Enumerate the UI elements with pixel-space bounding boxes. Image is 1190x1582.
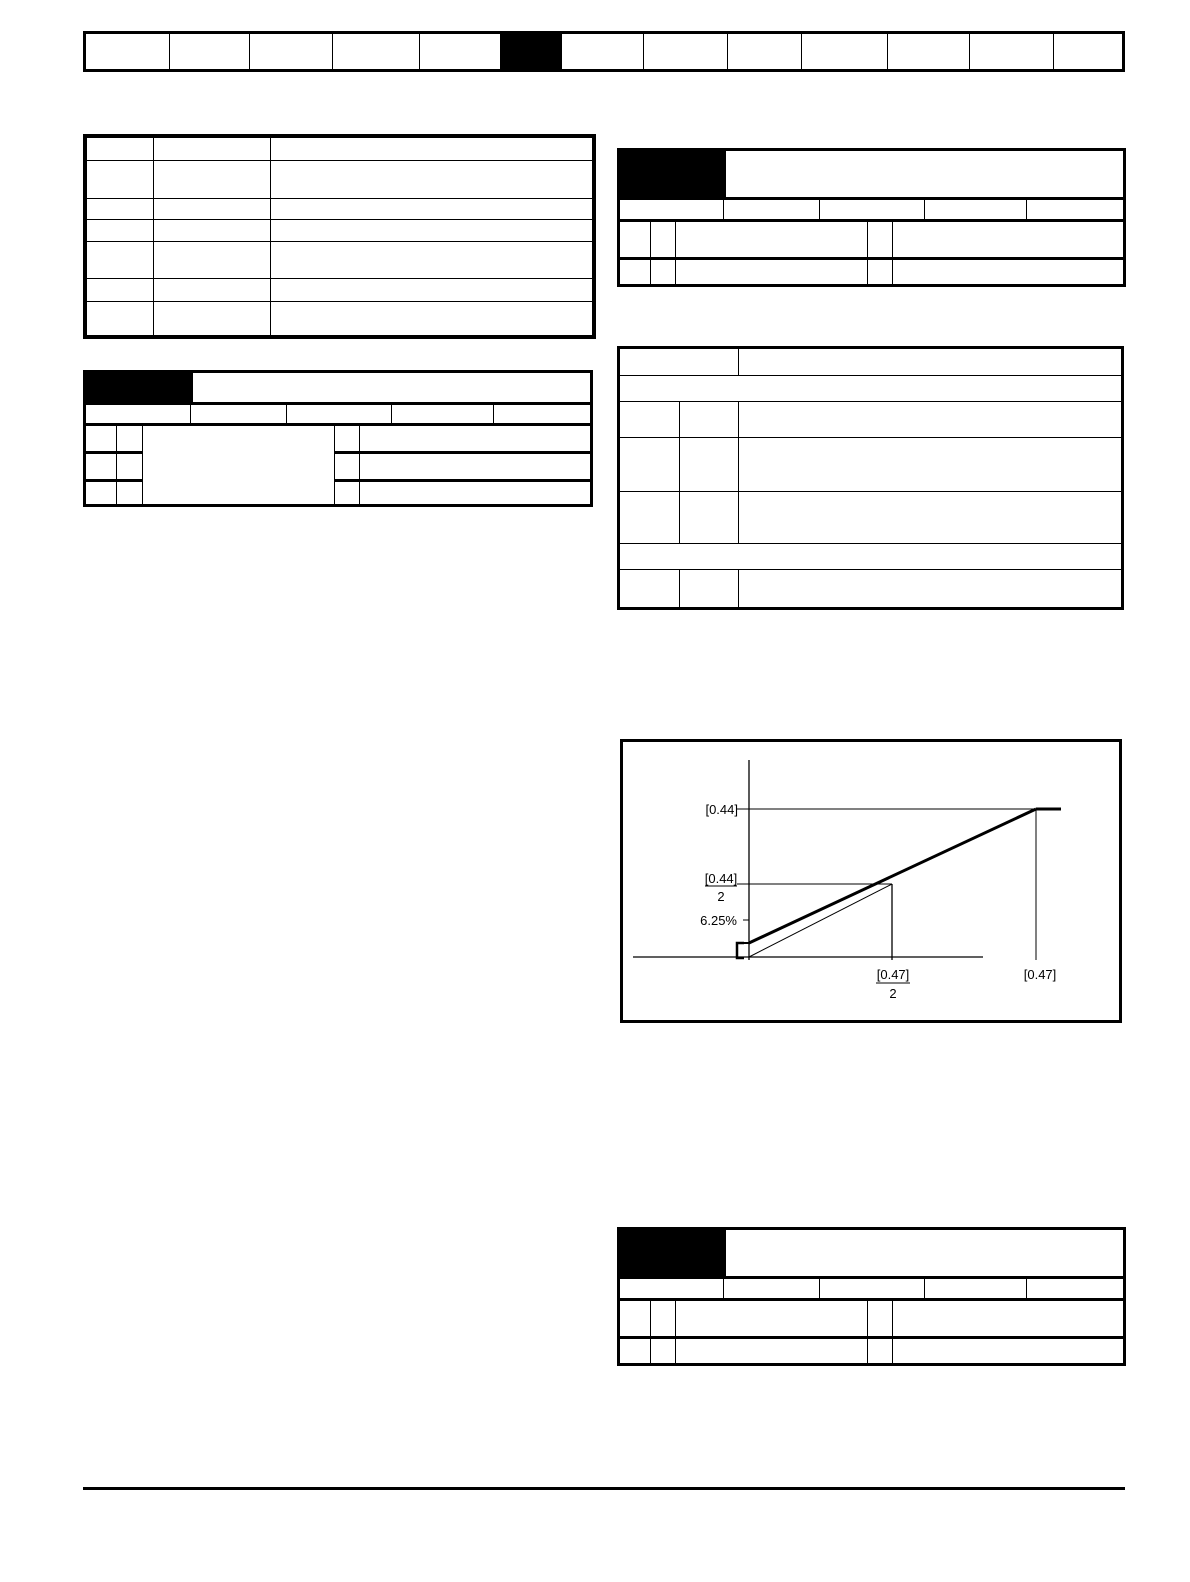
nav-cell-13[interactable] bbox=[1054, 34, 1123, 69]
y-mid-numerator: [0.44] bbox=[704, 871, 738, 886]
attribute-row bbox=[86, 405, 590, 424]
y-mid-denominator: 2 bbox=[717, 889, 725, 904]
top-nav-bar bbox=[83, 31, 1125, 72]
y-top-label: [0.44] bbox=[705, 802, 738, 817]
nav-cell-3[interactable] bbox=[250, 34, 333, 69]
y-low-label: 6.25% bbox=[700, 913, 737, 928]
nav-cell-1[interactable] bbox=[86, 34, 170, 69]
reference-line bbox=[749, 884, 892, 957]
attribute-row bbox=[620, 1279, 1123, 1299]
right-parameter-block-1 bbox=[617, 148, 1126, 287]
parameter-title-area bbox=[725, 151, 1123, 200]
left-parameter-block bbox=[83, 370, 593, 507]
nav-cell-12[interactable] bbox=[970, 34, 1054, 69]
nav-cell-10[interactable] bbox=[802, 34, 888, 69]
parameter-number-box bbox=[620, 151, 725, 200]
characteristic-chart bbox=[623, 742, 1119, 1020]
parameter-range-rows bbox=[620, 1301, 1123, 1363]
offset-bracket bbox=[737, 943, 744, 958]
parameter-number-box bbox=[620, 1230, 725, 1279]
parameter-range-rows bbox=[86, 426, 590, 504]
x-mid-numerator: [0.47] bbox=[876, 967, 910, 982]
nav-cell-active[interactable] bbox=[501, 34, 562, 69]
attribute-row bbox=[620, 200, 1123, 220]
nav-cell-5[interactable] bbox=[420, 34, 501, 69]
nav-cell-7[interactable] bbox=[562, 34, 644, 69]
nav-cell-2[interactable] bbox=[170, 34, 250, 69]
left-table-1 bbox=[83, 134, 596, 339]
nav-cell-8[interactable] bbox=[644, 34, 728, 69]
parameter-title-area bbox=[725, 1230, 1123, 1279]
x-right-label: [0.47] bbox=[1023, 967, 1057, 982]
nav-cell-9[interactable] bbox=[728, 34, 802, 69]
parameter-number-box bbox=[86, 373, 192, 402]
nav-cell-4[interactable] bbox=[333, 34, 420, 69]
right-table-2 bbox=[617, 346, 1124, 610]
parameter-title-area bbox=[192, 373, 590, 402]
characteristic-figure bbox=[620, 739, 1122, 1023]
footer-rule bbox=[83, 1487, 1125, 1490]
x-mid-denominator: 2 bbox=[889, 986, 897, 1001]
parameter-range-rows bbox=[620, 222, 1123, 284]
right-parameter-block-2 bbox=[617, 1227, 1126, 1366]
nav-cell-11[interactable] bbox=[888, 34, 970, 69]
